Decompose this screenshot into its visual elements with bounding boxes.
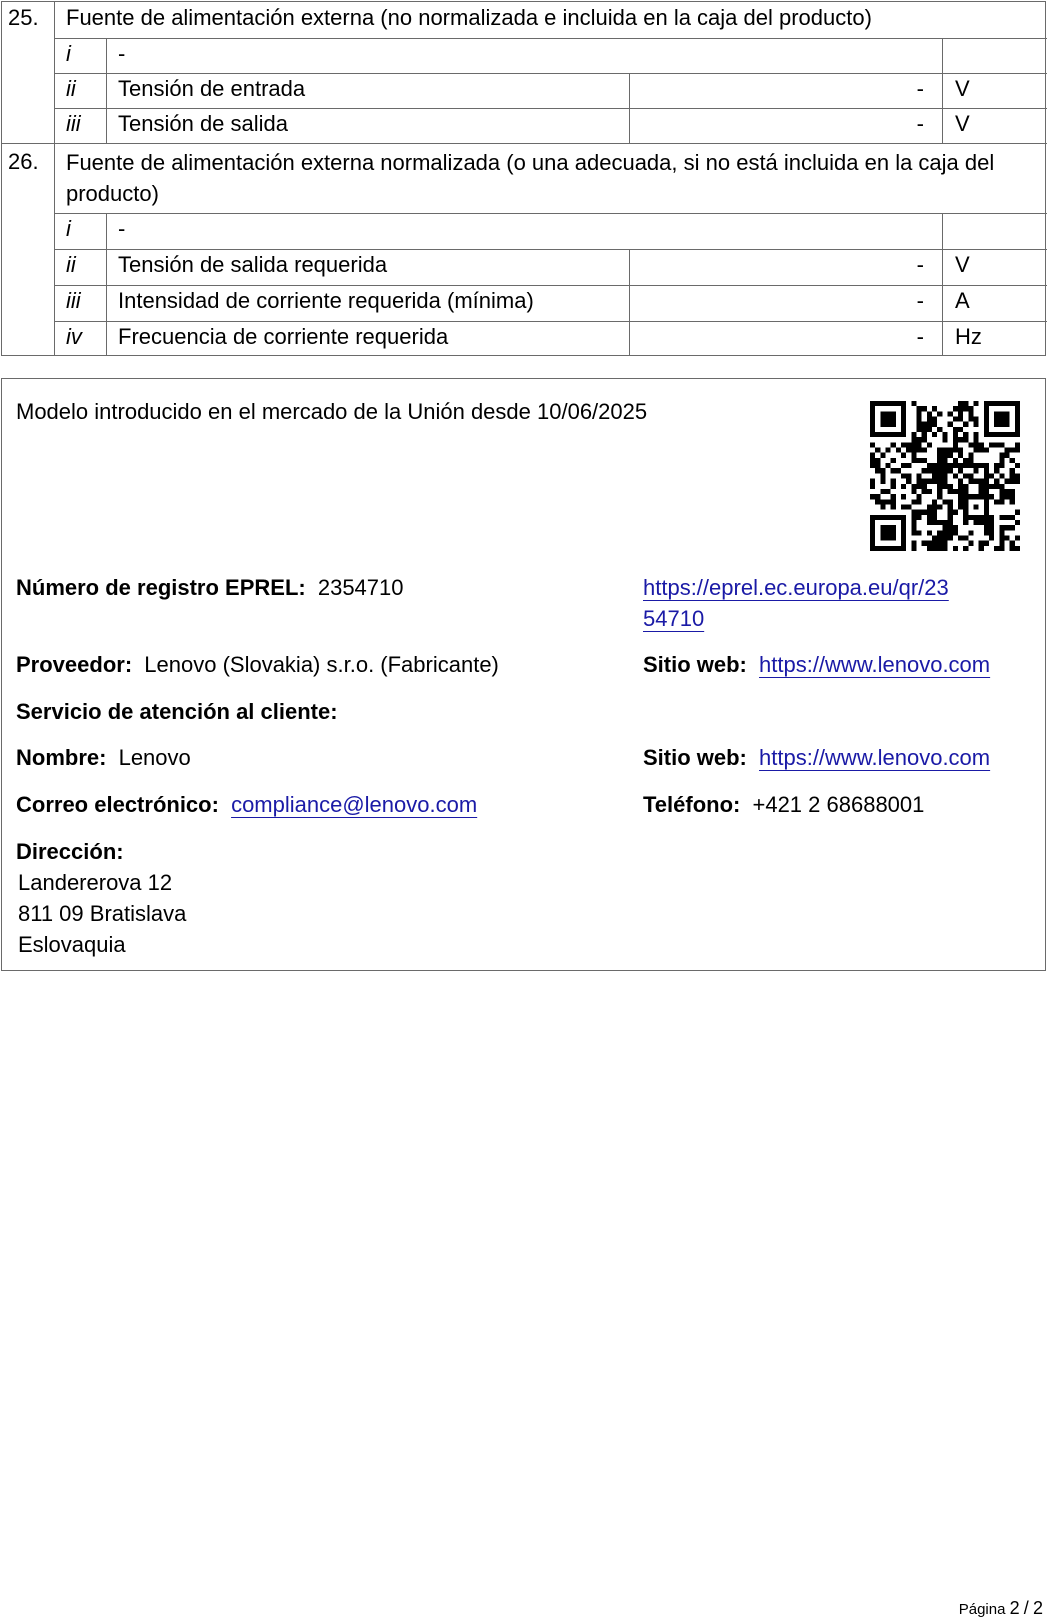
row-divider — [54, 108, 1047, 109]
number-column-divider — [54, 2, 55, 356]
item-26-row-4-label: Frecuencia de corriente requerida — [118, 324, 449, 349]
eprel-registration — [16, 573, 404, 603]
item-25-row-1-roman: i — [66, 41, 71, 66]
customer-service-heading: Servicio de atención al cliente: — [16, 699, 338, 724]
item-25-row-2-roman: ii — [66, 76, 76, 101]
qr-code-icon[interactable] — [870, 401, 1020, 551]
row-divider — [54, 285, 1047, 286]
item-26-row-4-value: - — [916, 324, 924, 349]
cs-website-link[interactable]: https://www.lenovo.com — [759, 745, 991, 770]
supplier-row — [16, 650, 499, 680]
page-prefix: Página — [958, 1601, 1006, 1618]
item-25-title: Fuente de alimentación externa (no normalizada e incluida en la caja del producto) — [66, 5, 872, 30]
email-row — [16, 790, 477, 820]
model-introduction-date: Modelo introducido en el mercado de la Unión desde 10/06/2025 — [16, 399, 648, 424]
name-label: Nombre: — [16, 745, 107, 770]
item-26-row-1-label: - — [118, 216, 126, 241]
page-separator: / — [1023, 1598, 1029, 1618]
address-line-2: 811 09 Bratislava — [18, 901, 187, 926]
roman-column-divider — [106, 213, 107, 356]
product-information-box — [1, 378, 1046, 971]
item-26-row-3-roman: iii — [66, 288, 81, 313]
item-25-row-3-value: - — [916, 111, 924, 136]
item-26-row-2-roman: ii — [66, 252, 76, 277]
phone-label: Teléfono: — [643, 792, 741, 817]
eprel-label: Número de registro EPREL: — [16, 575, 306, 600]
item-26-title: Fuente de alimentación externa normalizada (o una adecuada, si no está incluida en la caja del producto) — [66, 150, 995, 206]
website-label: Sitio web: — [643, 652, 747, 677]
item-26-row-2-unit: V — [955, 252, 970, 277]
customer-service-name-row — [16, 743, 191, 773]
address-label: Dirección: — [16, 839, 124, 864]
row-divider — [54, 213, 1047, 214]
page-number — [959, 1598, 1043, 1620]
address-line-3: Eslovaquia — [18, 932, 126, 957]
item-25-row-1-label: - — [118, 41, 126, 66]
email-label: Correo electrónico: — [16, 792, 219, 817]
value-column-divider — [629, 73, 630, 143]
item-25-row-2-label: Tensión de entrada — [118, 76, 306, 101]
phone-value: +421 2 68688001 — [752, 792, 925, 817]
customer-service-website-row — [643, 743, 990, 773]
email-link[interactable]: compliance@lenovo.com — [231, 792, 478, 817]
item-26-row-2-value: - — [916, 252, 924, 277]
item-26-row-3-value: - — [916, 288, 924, 313]
item-26-row-2-label: Tensión de salida requerida — [118, 252, 388, 277]
eprel-link-line-1[interactable]: https://eprel.ec.europa.eu/qr/23 — [643, 575, 949, 600]
name-value: Lenovo — [118, 745, 191, 770]
eprel-link-line-2[interactable]: 54710 — [643, 606, 705, 631]
item-25-row-3-roman: iii — [66, 111, 81, 136]
supplier-website-link[interactable]: https://www.lenovo.com — [759, 652, 991, 677]
page-current: 2 — [1009, 1598, 1020, 1618]
roman-column-divider — [106, 38, 107, 143]
address-line-1: Landererova 12 — [18, 870, 173, 895]
item-25-row-3-unit: V — [955, 111, 970, 136]
unit-column-divider — [942, 213, 943, 356]
item-26-row-1-roman: i — [66, 216, 71, 241]
supplier-label: Proveedor: — [16, 652, 133, 677]
item-25-row-2-value: - — [916, 76, 924, 101]
item-25-row-2-unit: V — [955, 76, 970, 101]
row-divider — [54, 249, 1047, 250]
row-divider — [54, 73, 1047, 74]
item-26-row-3-unit: A — [955, 288, 970, 313]
supplier-value: Lenovo (Slovakia) s.r.o. (Fabricante) — [144, 652, 499, 677]
item-25-number: 25. — [8, 5, 39, 30]
unit-column-divider — [942, 38, 943, 143]
item-divider — [2, 143, 1047, 144]
cs-website-label: Sitio web: — [643, 745, 747, 770]
phone-row — [643, 790, 924, 820]
item-26-number: 26. — [8, 149, 39, 174]
row-divider — [54, 38, 1047, 39]
page-total: 2 — [1032, 1598, 1043, 1618]
supplier-website-row — [643, 650, 990, 680]
item-26-row-3-label: Intensidad de corriente requerida (mínima) — [118, 288, 534, 313]
item-25-row-3-label: Tensión de salida — [118, 111, 289, 136]
specs-table — [1, 1, 1046, 356]
row-divider — [54, 321, 1047, 322]
item-26-row-4-unit: Hz — [955, 324, 982, 349]
eprel-number: 2354710 — [317, 575, 404, 600]
value-column-divider — [629, 249, 630, 356]
item-26-row-4-roman: iv — [66, 324, 82, 349]
